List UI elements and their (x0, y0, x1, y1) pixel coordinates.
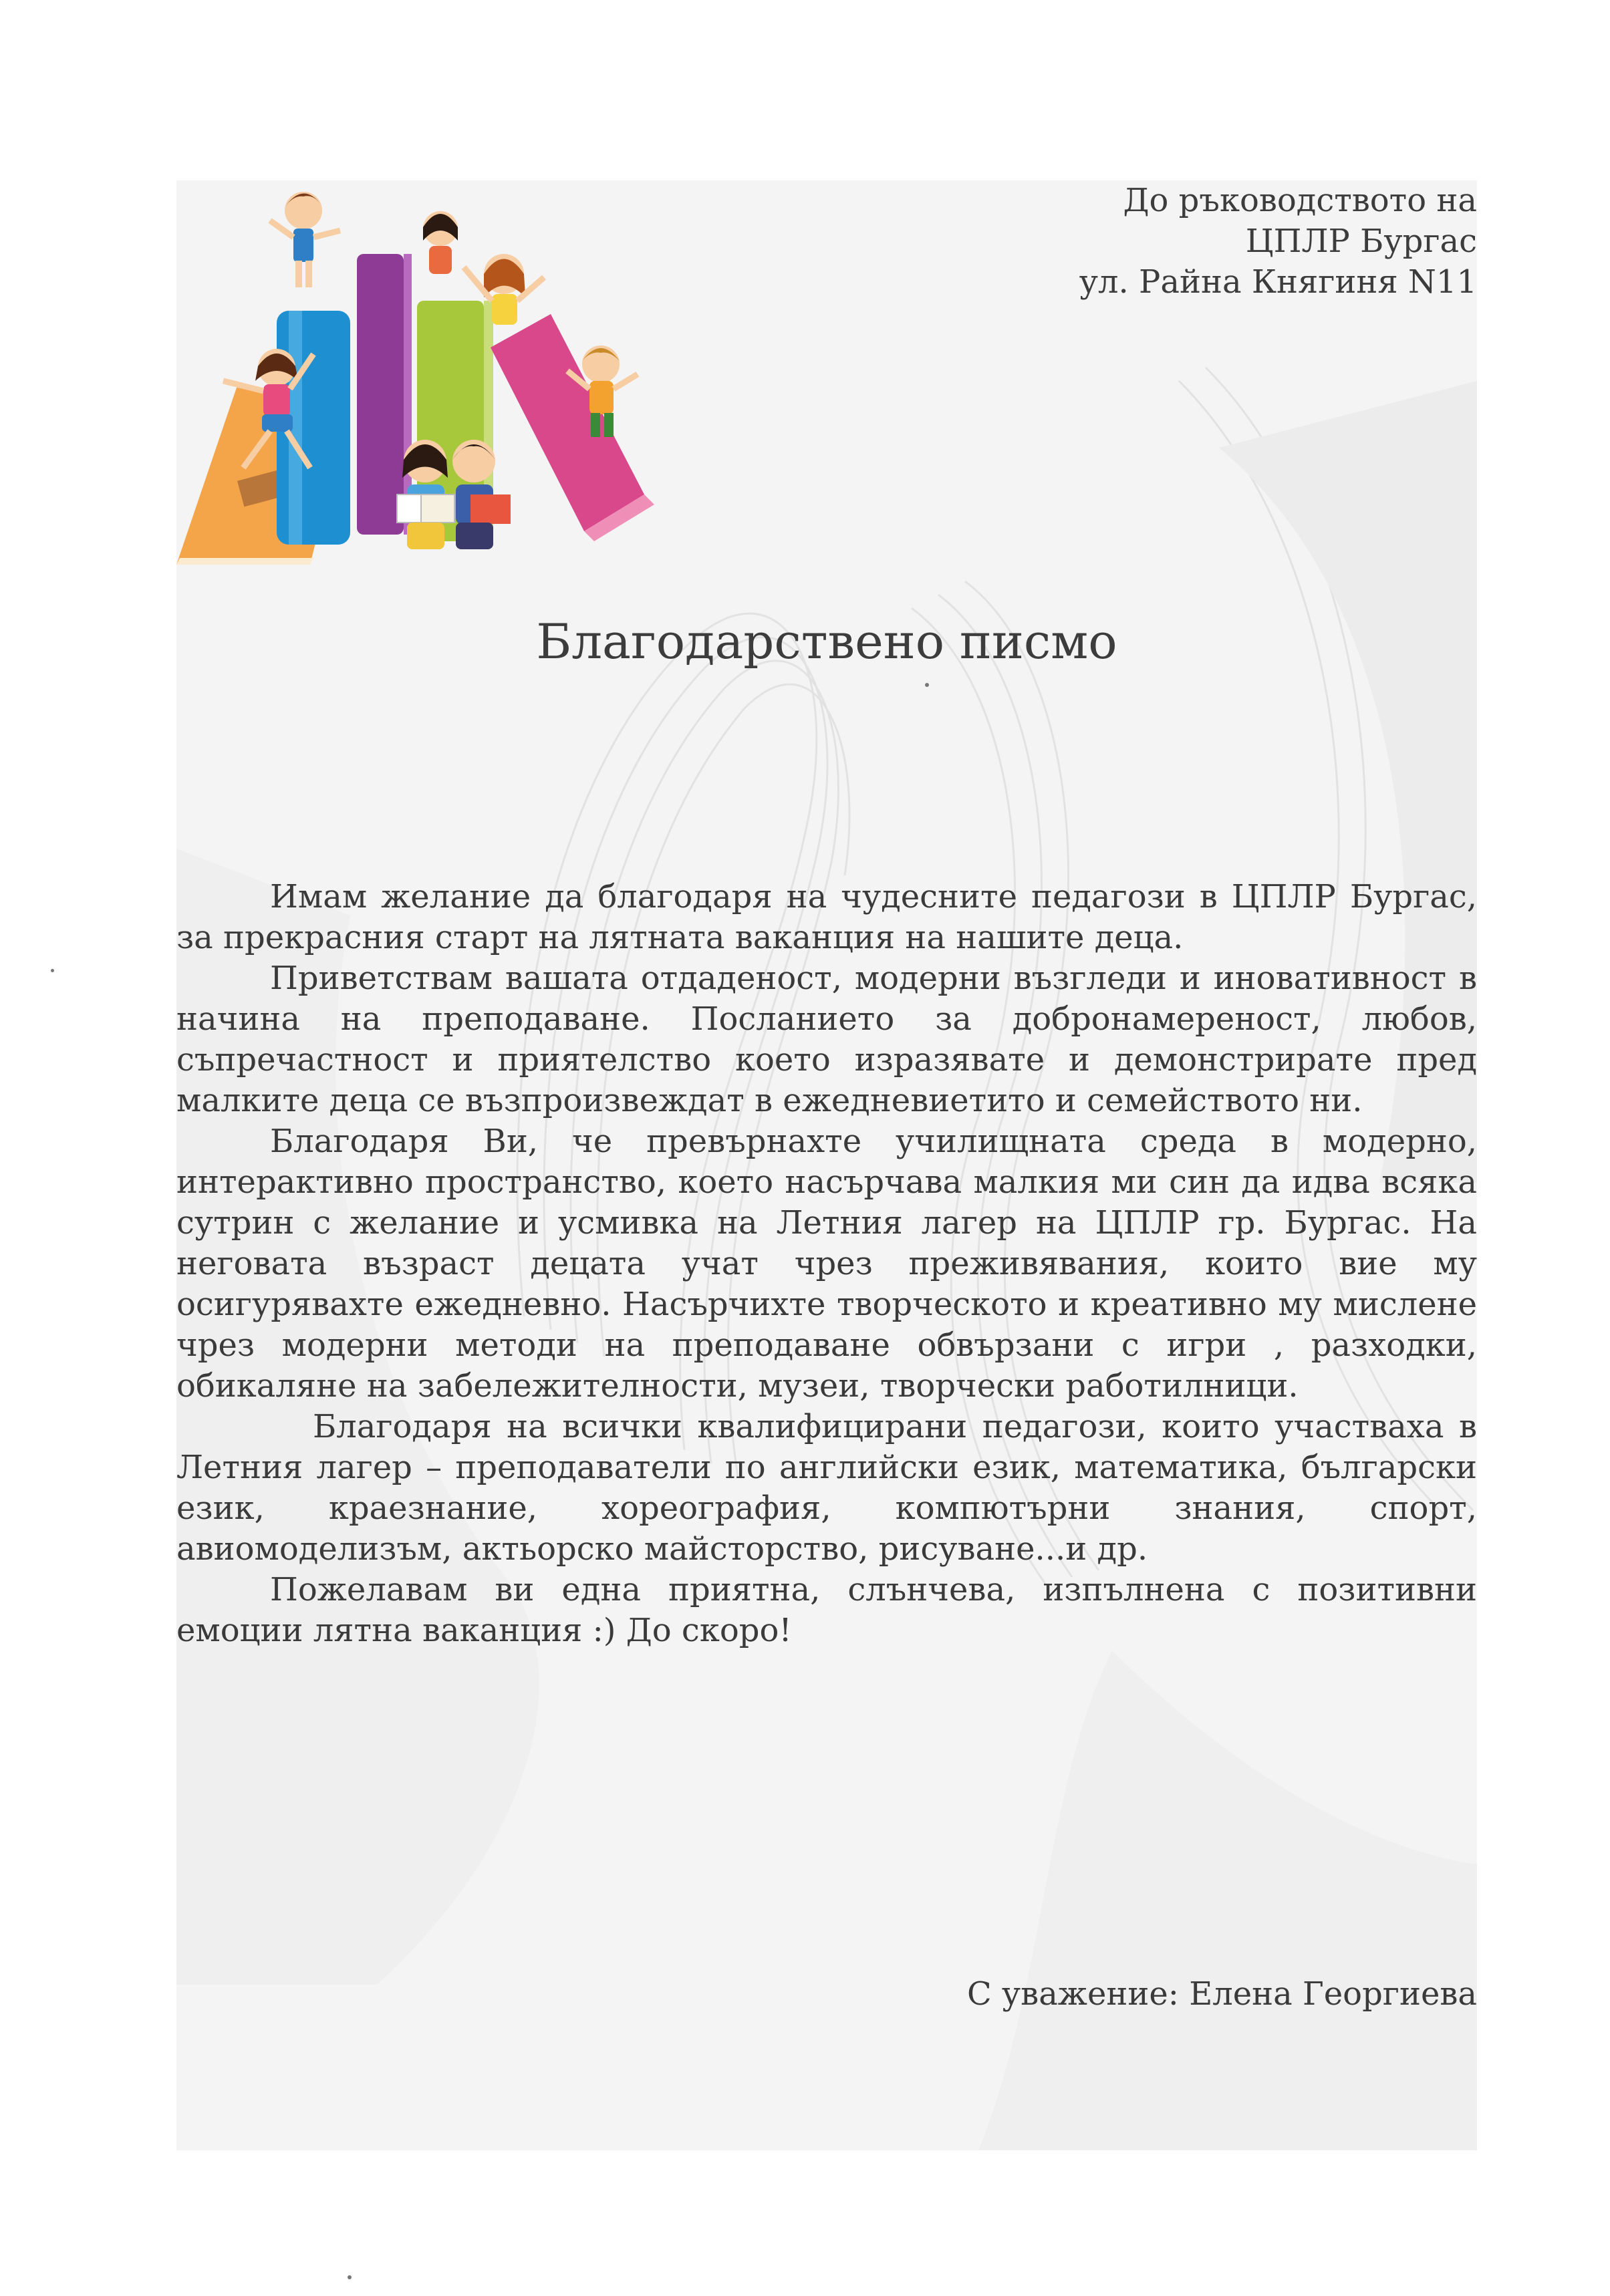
paragraph-4: Благодаря на всички квалифицирани педагози, които участваха в Летния лагер – преподаватели по английски език, математика, български език, краезнание, хореография, компютърни знания, спорт, авиомоделизъм, актьорско майсторство, рисуване...и др. (176, 1408, 1477, 1568)
paragraph-1: Имам желание да благодаря на чудесните педагози в ЦПЛР Бургас, за прекрасния старт на лятната ваканция на нашите деца. (176, 878, 1477, 956)
recipient-line-3: ул. Райна Княгиня N11 (1079, 263, 1477, 301)
paragraph-3: Благодаря Ви, че превърнахте училищната среда в модерно, интерактивно пространство, което насърчава малкия ми син да идва всяка сутрин с желание и усмивка на Летния лагер на ЦПЛР гр. Бургас. На неговата възраст децата учат чрез преживявания, които вие му осигурявахте ежедневно. Насърчихте творческото и креативно му мислене чрез модерни методи на преподаване обвързани с игри , разходки, обикаляне на забележителности, музеи, творчески работилници. (176, 1123, 1477, 1405)
recipient-line-1: До ръководството на (1123, 182, 1477, 219)
scan-speck (925, 683, 929, 687)
scan-speck (348, 2275, 352, 2279)
signature-line: С уважение: Елена Георгиева (966, 1975, 1477, 2013)
recipient-line-2: ЦПЛР Бургас (1245, 223, 1477, 260)
paragraph-5: Пожелавам ви една приятна, слънчева, изпълнена с позитивни емоции лятна ваканция :) До скоро! (176, 1571, 1477, 1649)
scan-speck (51, 969, 54, 972)
paragraph-2: Приветствам вашата отдаденост, модерни възгледи и иновативност в начина на преподаване. Посланието за добронамереност, любов, съпречастност и приятелство което изразявате и демонстрирате пред малките деца се възпроизвеждат в ежедневиетито и семейството ни. (176, 960, 1477, 1119)
recipient-address (1079, 180, 1477, 303)
children-on-books-illustration (176, 180, 658, 568)
letter-sheet (176, 180, 1477, 2150)
letter-title: Благодарствено писмо (536, 613, 1117, 670)
letter-body (176, 877, 1477, 1651)
